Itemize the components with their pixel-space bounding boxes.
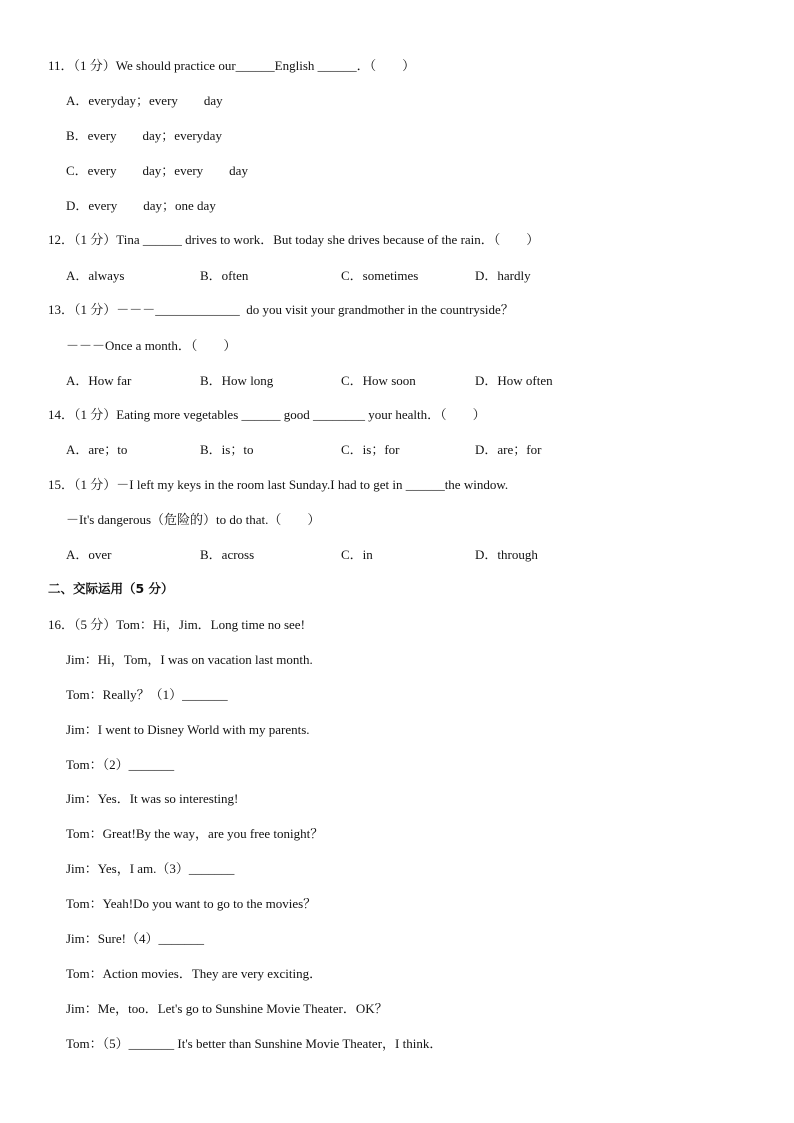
section-heading: 二、交际运用（5 分）	[48, 581, 174, 596]
question-12-stem: 12．（1 分）Tina ______ drives to work．But today she drives because of the rain．（ ）	[48, 232, 540, 247]
dialogue-line: Tom：Really？（1）_______	[66, 687, 228, 702]
dialogue-line: Jim：Me，too．Let's go to Sunshine Movie Theater．OK？	[66, 1001, 388, 1016]
q13-option-a[interactable]: A．How far	[66, 373, 132, 388]
q15-option-a[interactable]: A．over	[66, 547, 112, 562]
question-15-reply: －It's dangerous（危险的）to do that.（ ）	[66, 512, 321, 527]
dialogue-line: Tom：（2）_______	[66, 757, 175, 772]
q12-option-b[interactable]: B．often	[200, 268, 249, 283]
q13-option-c[interactable]: C．How soon	[341, 373, 416, 388]
question-15-stem: 15．（1 分）－I left my keys in the room last Sunday.I had to get in ______the window.	[48, 477, 509, 492]
dialogue-line: Tom：Great!By the way，are you free tonight？	[66, 826, 324, 841]
dialogue-line: Tom：Yeah!Do you want to go to the movies？	[66, 896, 317, 911]
dialogue-line: Tom：Action movies．They are very exciting．	[66, 966, 323, 981]
q12-option-a[interactable]: A．always	[66, 268, 125, 283]
question-13-reply: －－－Once a month．（ ）	[66, 338, 237, 353]
dialogue-line: Jim：Yes，I am.（3）_______	[66, 861, 235, 876]
q13-option-b[interactable]: B．How long	[200, 373, 274, 388]
q14-option-a[interactable]: A．are；to	[66, 442, 128, 457]
dialogue-line: Jim：Hi，Tom，I was on vacation last month.	[66, 652, 313, 667]
q15-option-c[interactable]: C．in	[341, 547, 373, 562]
dialogue-line: Tom：（5）_______ It's better than Sunshine Movie Theater，I think．	[66, 1036, 443, 1051]
q15-option-d[interactable]: D．through	[475, 547, 538, 562]
q14-option-b[interactable]: B．is；to	[200, 442, 254, 457]
dialogue-line: Jim：I went to Disney World with my parents.	[66, 722, 310, 737]
q11-option-d[interactable]: D．every day；one day	[66, 198, 216, 213]
q12-option-d[interactable]: D．hardly	[475, 268, 531, 283]
q14-option-d[interactable]: D．are；for	[475, 442, 542, 457]
question-14-stem: 14．（1 分）Eating more vegetables ______ good ________ your health．（ ）	[48, 407, 486, 422]
question-13-stem: 13．（1 分）－－－_____________ do you visit your grandmother in the countryside？	[48, 302, 514, 317]
q14-option-c[interactable]: C．is；for	[341, 442, 400, 457]
q13-option-d[interactable]: D．How often	[475, 373, 553, 388]
dialogue-line: Jim：Yes．It was so interesting!	[66, 791, 239, 806]
q12-option-c[interactable]: C．sometimes	[341, 268, 419, 283]
question-16-stem: 16．（5 分）Tom：Hi，Jim．Long time no see!	[48, 617, 305, 632]
q11-option-b[interactable]: B．every day；everyday	[66, 128, 222, 143]
question-11-stem: 11．（1 分）We should practice our______English ______．（ ）	[48, 58, 416, 73]
dialogue-line: Jim：Sure!（4）_______	[66, 931, 204, 946]
q15-option-b[interactable]: B．across	[200, 547, 255, 562]
q11-option-c[interactable]: C．every day；every day	[66, 163, 248, 178]
q11-option-a[interactable]: A．everyday；every day	[66, 93, 223, 108]
